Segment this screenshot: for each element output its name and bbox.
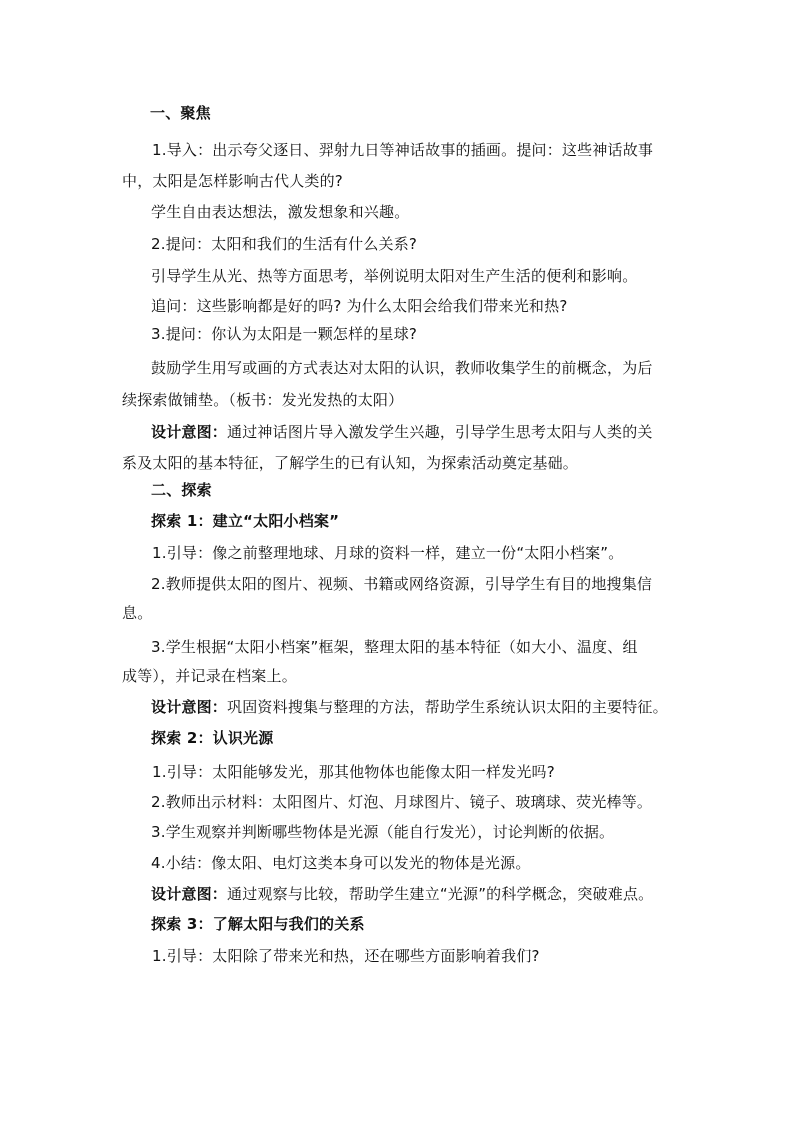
- explore-1-step-3-line1: 3.学生根据“太阳小档案”框架，整理太阳的基本特征（如大小、温度、组: [151, 638, 638, 656]
- explore-1-step-2-line1: 2.教师提供太阳的图片、视频、书籍或网络资源，引导学生有目的地搜集信: [151, 575, 653, 593]
- explore-1-step-2-line2: 息。: [122, 604, 153, 622]
- design-intent-text: 通过观察与比较，帮助学生建立“光源”的科学概念，突破难点。: [227, 885, 654, 903]
- paragraph-guide-light-heat: 引导学生从光、热等方面思考，举例说明太阳对生产生活的便利和影响。: [151, 267, 638, 285]
- explore-1-step-3-line2: 成等），并记录在档案上。: [122, 667, 297, 685]
- paragraph-student-expression: 学生自由表达想法，激发想象和兴趣。: [151, 203, 410, 221]
- paragraph-encourage-line1: 鼓励学生用写或画的方式表达对太阳的认识，教师收集学生的前概念，为后: [151, 359, 653, 377]
- design-intent-1-line1: [151, 422, 653, 442]
- explore-1-step-1: 1.引导：像之前整理地球、月球的资料一样，建立一份“太阳小档案”。: [152, 544, 624, 562]
- explore-2-step-2: 2.教师出示材料：太阳图片、灯泡、月球图片、镜子、玻璃球、荧光棒等。: [151, 793, 653, 811]
- paragraph-encourage-line2: 续探索做铺垫。（板书：发光发热的太阳）: [122, 391, 404, 409]
- design-intent-text: 通过神话图片导入激发学生兴趣，引导学生思考太阳与人类的关: [227, 423, 653, 441]
- paragraph-follow-up-question: 追问：这些影响都是好的吗? 为什么太阳会给我们带来光和热?: [151, 297, 568, 315]
- design-intent-1-line2: 系及太阳的基本特征，了解学生的已有认知，为探索活动奠定基础。: [122, 454, 579, 472]
- paragraph-introduction-line1: 1.导入：出示夸父逐日、羿射九日等神话故事的插画。提问：这些神话故事: [152, 141, 654, 159]
- explore-2-step-3: 3.学生观察并判断哪些物体是光源（能自行发光），讨论判断的依据。: [151, 823, 615, 841]
- design-intent-label: 设计意图：: [151, 885, 228, 903]
- explore-2-step-1: 1.引导：太阳能够发光，那其他物体也能像太阳一样发光吗?: [152, 763, 555, 781]
- explore-3-heading: 探索 3：了解太阳与我们的关系: [151, 915, 365, 933]
- design-intent-text: 巩固资料搜集与整理的方法，帮助学生系统认识太阳的主要特征。: [227, 698, 668, 716]
- section-heading-focus: 一、聚焦: [150, 104, 211, 122]
- explore-2-heading: 探索 2：认识光源: [151, 729, 274, 747]
- paragraph-question-2: 2.提问：太阳和我们的生活有什么关系?: [151, 235, 418, 253]
- design-intent-label: 设计意图：: [151, 423, 228, 441]
- section-heading-explore: 二、探索: [151, 481, 212, 499]
- design-intent-label: 设计意图：: [151, 698, 228, 716]
- paragraph-question-3: 3.提问：你认为太阳是一颗怎样的星球?: [151, 325, 418, 343]
- paragraph-introduction-line2: 中，太阳是怎样影响古代人类的?: [122, 172, 343, 190]
- design-intent-2: [151, 697, 668, 717]
- design-intent-3: [151, 884, 653, 904]
- explore-2-step-4: 4.小结：像太阳、电灯这类本身可以发光的物体是光源。: [151, 854, 531, 872]
- explore-1-heading: 探索 1：建立“太阳小档案”: [151, 512, 340, 530]
- explore-3-step-1: 1.引导：太阳除了带来光和热，还在哪些方面影响着我们?: [152, 947, 540, 965]
